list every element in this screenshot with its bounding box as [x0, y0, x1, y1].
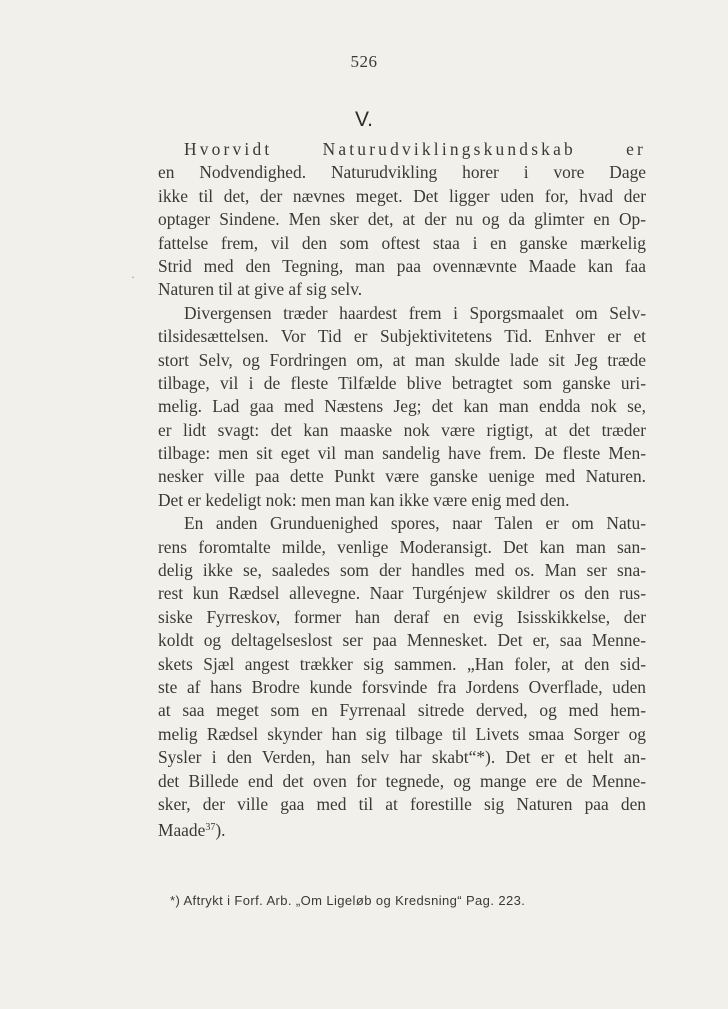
text-line: Det er kedeligt nok: men man kan ikke være enig med den. — [158, 489, 570, 510]
text-line: Naturen til at give af sig selv. — [158, 279, 363, 300]
chapter-heading: V. — [355, 108, 373, 131]
text-line: Sysler i den Verden, han selv har skabt“*). Det er et helt an- — [158, 747, 646, 768]
text-line: fattelse frem, vil den som oftest staa i en ganske mærkelig — [158, 232, 646, 253]
text-line: skets Sjæl angest trækker sig sammen. „Han foler, at den sid- — [158, 653, 646, 674]
text-line: rest kun Rædsel allevegne. Naar Turgénjew skildrer os den rus- — [158, 583, 646, 604]
text-line: det Billede end det oven for tegnede, og mange ere de Menne- — [158, 770, 646, 791]
text-line: tilsidesættelsen. Vor Tid er Subjektivitetens Tid. Enhver er et — [158, 326, 646, 347]
text-fragment: ). — [215, 820, 226, 841]
text-line: optager Sindene. Men sker det, at der nu og da glimter en Op- — [158, 209, 646, 230]
text-line: En anden Grunduenighed spores, naar Talen er om Natu- — [184, 513, 646, 534]
text-line: Strid med den Tegning, man paa ovennævnte Maade kan faa — [158, 255, 646, 276]
text-line: siske Fyrreskov, former han deraf en evig Isisskikkelse, der — [158, 606, 646, 627]
text-line-final — [158, 816, 646, 839]
body-text — [158, 138, 646, 840]
text-line: ste af hans Brodre kunde forsvinde fra Jordens Overflade, uden — [158, 676, 646, 697]
text-line: Hvorvidt Naturudviklingskundskab er — [184, 139, 646, 159]
page-number: 526 — [350, 52, 378, 71]
text-line: rens foromtalte milde, venlige Moderansigt. Det kan man san- — [158, 536, 646, 557]
text-line: melig. Lad gaa med Næstens Jeg; det kan man endda nok se, — [158, 396, 646, 417]
text-line: sker, der ville gaa med til at forestille sig Naturen paa den — [158, 793, 646, 814]
text-line: Divergensen træder haardest frem i Sporgsmaalet om Selv- — [184, 302, 646, 323]
text-line: at saa meget som en Fyrrenaal sitrede derved, og med hem- — [158, 700, 646, 721]
footnote: *) Aftrykt i Forf. Arb. „Om Ligeløb og Kredsning“ Pag. 223. — [170, 893, 526, 908]
text-line: nesker ville paa dette Punkt være ganske uenige med Naturen. — [158, 466, 646, 487]
text-line: ikke til det, der nævnes meget. Det ligger uden for, hvad der — [158, 185, 646, 206]
text-line: er lidt svagt: det kan maaske nok være rigtigt, at det træder — [158, 419, 646, 440]
text-line: melig Rædsel skynder han sig tilbage til Livets smaa Sorger og — [158, 723, 646, 744]
text-line: tilbage: men sit eget vil man sandelig have frem. De fleste Men- — [158, 443, 646, 464]
text-line: stort Selv, og Fordringen om, at man skulde lade sit Jeg træde — [158, 349, 646, 370]
text-line: en Nodvendighed. Naturudvikling horer i vore Dage — [158, 162, 646, 183]
text-fragment: Maade — [158, 820, 206, 841]
text-line: delig ikke se, saaledes som der handles med os. Man ser sna- — [158, 560, 646, 581]
text-line: koldt og deltagelseslost ser paa Mennesket. Det er, saa Menne- — [158, 630, 646, 651]
margin-mark: · — [131, 270, 135, 284]
footnote-reference: 37 — [205, 822, 216, 834]
text-line: tilbage, vil i de fleste Tilfælde blive betragtet som ganske uri- — [158, 372, 646, 393]
